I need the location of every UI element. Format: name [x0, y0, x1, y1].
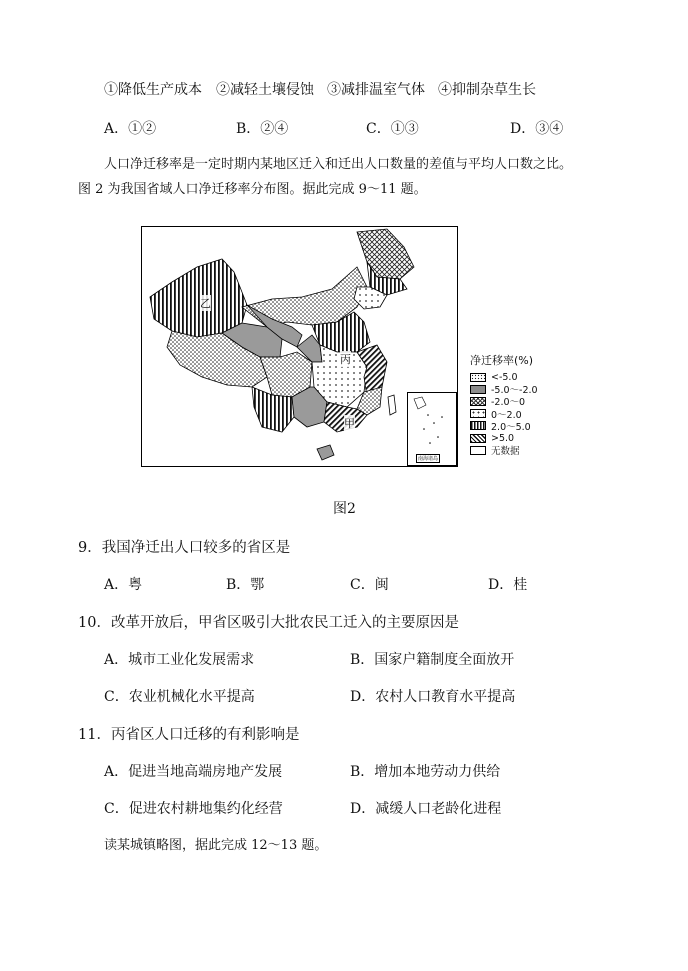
legend-row [470, 444, 560, 456]
legend-swatch-dots-sparse [470, 409, 486, 418]
q9-option-c: C．闽 [350, 577, 389, 593]
q8-option-a: A．①② [104, 121, 157, 137]
statement-item-3: ③减排温室气体 [327, 82, 425, 98]
south-china-sea-inset [407, 392, 457, 466]
q10-stem: 10．改革开放后，甲省区吸引大批农民工迁入的主要原因是 [78, 615, 459, 631]
legend-row [470, 420, 560, 432]
q9-option-d: D．桂 [488, 577, 528, 593]
q9-option-b: B．鄂 [226, 577, 265, 593]
map-label-bing: 丙 [340, 353, 351, 366]
legend-text: >5.0 [491, 432, 515, 444]
q8-option-b: B．②④ [236, 121, 289, 137]
legend-title: 净迁移率(%) [470, 354, 534, 367]
legend-swatch-gray [470, 385, 486, 394]
q10-option-d: D．农村人口教育水平提高 [350, 689, 516, 705]
statement-item-4: ④抑制杂草生长 [438, 82, 536, 98]
legend-text: -2.0～0 [491, 397, 526, 409]
q11-option-a: A．促进当地高端房地产发展 [104, 764, 283, 780]
q10-option-c: C．农业机械化水平提高 [104, 689, 255, 705]
legend-swatch-dots-fine [470, 373, 486, 382]
migration-map [141, 226, 458, 467]
q8-option-c: C．①③ [366, 121, 419, 137]
q11-option-c: C．促进农村耕地集约化经营 [104, 801, 283, 817]
region-heilongjiang [357, 229, 414, 279]
map-legend [470, 352, 560, 456]
legend-text: 2.0～5.0 [491, 421, 531, 433]
inset-label: 南海诸岛 [418, 456, 439, 462]
intro-line-1: 人口净迁移率是一定时期内某地区迁入和迁出人口数量的差值与平均人口数之比。 [104, 157, 573, 172]
legend-swatch-diagonal [470, 434, 486, 443]
legend-swatch-cross [470, 397, 486, 406]
region-hainan [317, 445, 334, 460]
map-label-jia: 甲 [344, 417, 355, 430]
q9-stem: 9．我国净迁出人口较多的省区是 [78, 540, 291, 556]
legend-swatch-vertical [470, 421, 486, 430]
legend-text: -5.0～-2.0 [491, 385, 538, 397]
map-label-yi: 乙 [200, 297, 211, 310]
legend-swatch-blank [470, 446, 486, 455]
figure-caption: 图2 [333, 501, 356, 517]
legend-text: 0～2.0 [491, 409, 522, 421]
intro-line-2: 图 2 为我国省域人口净迁移率分布图。据此完成 9～11 题。 [78, 182, 427, 197]
q10-option-a: A．城市工业化发展需求 [104, 652, 255, 668]
statement-item-2: ②减轻土壤侵蚀 [216, 82, 314, 98]
q9-option-a: A．粤 [104, 577, 143, 593]
legend-text: 无数据 [491, 446, 520, 458]
region-xinjiang [150, 259, 247, 337]
q8-option-d: D．③④ [510, 121, 564, 137]
legend-text: <-5.0 [491, 371, 518, 383]
q11-option-d: D．减缓人口老龄化进程 [350, 801, 502, 817]
next-intro: 读某城镇略图，据此完成 12～13 题。 [104, 838, 328, 853]
q11-stem: 11．丙省区人口迁移的有利影响是 [78, 727, 300, 743]
q10-option-b: B．国家户籍制度全面放开 [350, 652, 515, 668]
q11-option-b: B．增加本地劳动力供给 [350, 764, 501, 780]
region-taiwan [388, 395, 396, 415]
statement-item-1: ①降低生产成本 [104, 82, 202, 98]
